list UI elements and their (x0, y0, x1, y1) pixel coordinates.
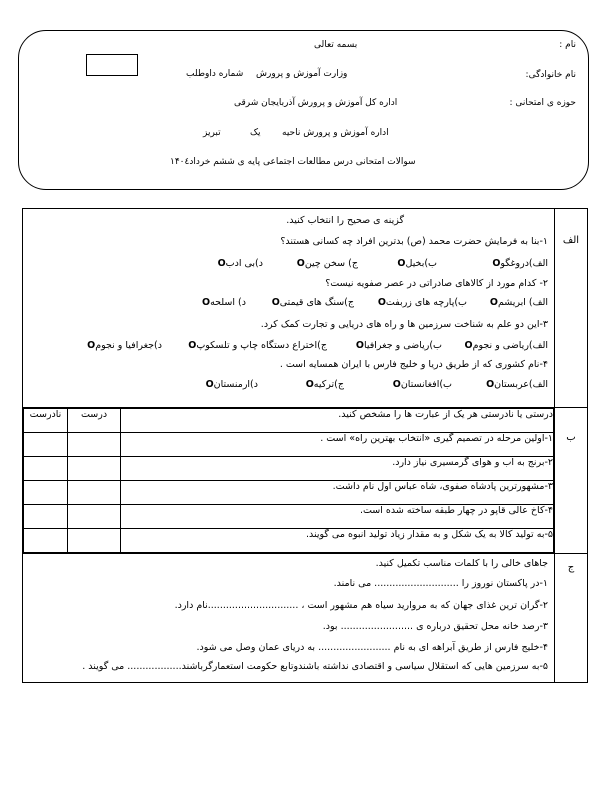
seat-number-label: شماره داوطلب (186, 69, 244, 79)
fill-item-c1: ۱-در پاکستان نوروز را ............................ می نامند. (333, 578, 548, 589)
district-office: اداره آموزش و پرورش ناحیه (282, 128, 389, 138)
option-a3-4[interactable]: د)جغرافیا و نجومO (87, 340, 162, 351)
section-c-content (23, 554, 555, 683)
correct-cell[interactable] (68, 457, 121, 481)
statement-b2: ۲-برنج به آب و هوای گرمسیری نیاز دارد. (121, 457, 554, 481)
question-a4: ۴-نام کشوری که از طریق دریا و خلیج فارس با ایران همسایه است . (279, 359, 548, 370)
section-a-content (23, 209, 555, 408)
option-a2-2[interactable]: ب)پارچه های زربفتO (377, 297, 467, 308)
section-b-instruction: درستی یا نادرستی هر یک از عبارت ها را مشخص کنید. (121, 409, 554, 433)
district-number: یک (250, 128, 261, 138)
exam-title: سوالات امتحانی درس مطالعات اجتماعی پایه ی ششم خرداد۱۴۰٤ (170, 157, 416, 167)
fill-item-c2: ۲-گران ترین غذای جهان که به مروارید سیاه هم مشهور است ، ..............................نام دارد. (174, 600, 548, 611)
option-a2-3[interactable]: ج)سنگ های قیمتیO (271, 297, 354, 308)
section-c-instruction: جاهای خالی را با کلمات مناسب تکمیل کنید. (375, 558, 548, 569)
statement-b5: ۵-به تولید کالا به یک شکل و به مقدار زیاد تولید انبوه می گویند. (121, 529, 554, 553)
correct-cell[interactable] (68, 505, 121, 529)
option-a2-4[interactable]: د) اسلحهO (201, 297, 246, 308)
section-c-row (23, 554, 588, 683)
question-a2: ۲- کدام مورد از کالاهای صادراتی در عصر صفویه نیست؟ (325, 278, 548, 289)
option-a4-4[interactable]: د)ارمنستانO (205, 379, 258, 390)
bismillah: بسمه تعالی (314, 40, 358, 50)
incorrect-cell[interactable] (24, 505, 68, 529)
exam-table (22, 208, 588, 683)
option-a1-4[interactable]: د)بی ادبO (217, 258, 263, 269)
section-a-label: الف (555, 209, 588, 408)
section-a-row (23, 209, 588, 408)
option-a2-1[interactable]: الف) ابریشمO (489, 297, 548, 308)
option-a4-2[interactable]: ب)افغانستانO (392, 379, 452, 390)
family-name-label: نام خانوادگی: (525, 70, 576, 80)
name-label: نام : (559, 40, 576, 50)
section-c-label: ج (555, 554, 588, 683)
exam-zone-label: حوزه ی امتحانی : (509, 98, 576, 108)
statement-b4: ۴-کاخ عالی قاپو در چهار طبقه ساخته شده است. (121, 505, 554, 529)
option-a3-2[interactable]: ب)ریاضی و جغرافیاO (355, 340, 442, 351)
correct-column-header: درست (68, 409, 121, 433)
true-false-table (23, 408, 554, 553)
option-a1-3[interactable]: ج) سخن چینO (296, 258, 358, 269)
incorrect-cell[interactable] (24, 481, 68, 505)
section-a-instruction: گزینه ی صحیح را انتخاب کنید. (286, 215, 404, 226)
correct-cell[interactable] (68, 529, 121, 553)
section-b-label: ب (555, 408, 588, 554)
option-a3-1[interactable]: الف)ریاضی و نجومO (464, 340, 548, 351)
fill-item-c5: ۵-به سرزمین هایی که استقلال سیاسی و اقتصادی نداشته باشندوتابع حکومت استعمارگرباشند.................. می گویند . (82, 661, 548, 672)
fill-item-c3: ۳-رصد خانه محل تحقیق درباره ی ........................ بود. (322, 621, 548, 632)
option-a3-3[interactable]: ج)اختراع دستگاه چاپ و تلسکوپO (188, 340, 327, 351)
section-b-row (23, 408, 588, 554)
option-a1-2[interactable]: ب)بخیلO (397, 258, 437, 269)
question-a3: ۳-این دو علم به شناخت سرزمین ها و راه های دریایی و تجارت کمک کرد. (260, 319, 548, 330)
option-a4-1[interactable]: الف)عربستانO (486, 379, 548, 390)
province-office: اداره کل آموزش و پرورش آذربایجان شرقی (234, 98, 398, 108)
seat-number-box[interactable] (86, 54, 138, 76)
incorrect-cell[interactable] (24, 457, 68, 481)
fill-item-c4: ۴-خلیج فارس از طریق آبراهه ای به نام ........................ به دریای عمان وصل می شود. (196, 642, 548, 653)
option-a4-3[interactable]: ج)ترکیهO (305, 379, 344, 390)
incorrect-column-header: نادرست (24, 409, 68, 433)
incorrect-cell[interactable] (24, 433, 68, 457)
correct-cell[interactable] (68, 433, 121, 457)
incorrect-cell[interactable] (24, 529, 68, 553)
city-name: تبریز (203, 128, 221, 138)
question-a1: ۱-بنا به فرمایش حضرت محمد (ص) بدترین افراد چه کسانی هستند؟ (280, 236, 548, 247)
statement-b1: ۱-اولین مرحله در تصمیم گیری «انتخاب بهترین راه» است . (121, 433, 554, 457)
correct-cell[interactable] (68, 481, 121, 505)
statement-b3: ۳-مشهورترین پادشاه صفوی، شاه عباس اول نام داشت. (121, 481, 554, 505)
option-a1-1[interactable]: الف)دروغگوO (492, 258, 548, 269)
ministry-label: وزارت آموزش و پرورش (256, 69, 348, 79)
section-b-content (23, 408, 555, 554)
